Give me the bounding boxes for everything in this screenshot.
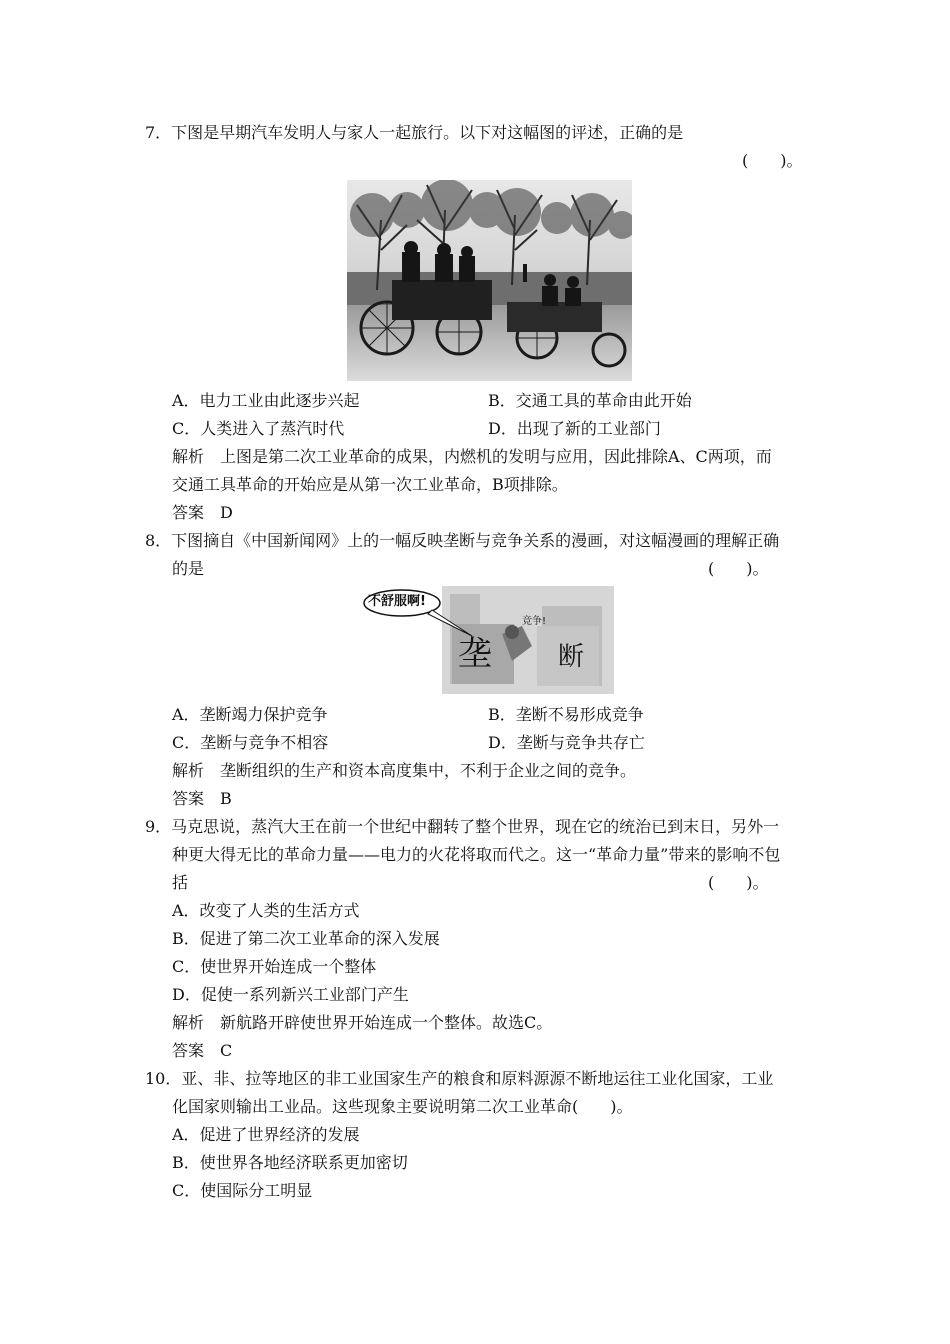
q9-stem-line-3: 括	[172, 873, 189, 892]
cartoon-small-label: 竞争!	[522, 616, 547, 627]
q10-stem-line-2: 化国家则输出工业品。这些现象主要说明第二次工业革命( )。	[172, 1097, 633, 1116]
q10-option-b: B．使世界各地经济联系更加密切	[172, 1153, 408, 1172]
q7-analysis-line-1: 解析 上图是第二次工业革命的成果，内燃机的发明与应用，因此排除A、C两项，而	[172, 447, 772, 466]
q8-stem-line-1: 8．下图摘自《中国新闻网》上的一幅反映垄断与竞争关系的漫画，对这幅漫画的理解正确	[145, 531, 780, 550]
q7-answer: 答案 D	[172, 503, 233, 522]
q9-option-b: B．促进了第二次工业革命的深入发展	[172, 929, 440, 948]
q7-photo-early-car	[347, 180, 632, 381]
q9-answer: 答案 C	[172, 1041, 233, 1060]
q10-option-c: C．使国际分工明显	[172, 1181, 313, 1200]
q7-analysis-line-2: 交通工具革命的开始应是从第一次工业革命，B项排除。	[172, 475, 568, 494]
q7-option-c: C．人类进入了蒸汽时代	[172, 419, 345, 438]
cartoon-speech-bubble-text: 不舒服啊!	[368, 594, 426, 609]
q7-option-b: B．交通工具的革命由此开始	[488, 391, 692, 410]
q7-option-d: D．出现了新的工业部门	[488, 419, 661, 438]
q8-cartoon	[362, 586, 614, 694]
q9-option-c: C．使世界开始连成一个整体	[172, 957, 377, 976]
q8-answer-paren: ( )。	[708, 559, 769, 578]
q7-stem: 7．下图是早期汽车发明人与家人一起旅行。以下对这幅图的评述，正确的是	[145, 123, 684, 142]
q8-option-a: A．垄断竭力保护竞争	[172, 705, 328, 724]
q8-analysis: 解析 垄断组织的生产和资本高度集中，不利于企业之间的竞争。	[172, 761, 637, 780]
q7-option-a: A．电力工业由此逐步兴起	[172, 391, 360, 410]
q8-answer: 答案 B	[172, 789, 232, 808]
cartoon-char-right: 断	[558, 642, 585, 672]
q10-stem-line-1: 10．亚、非、拉等地区的非工业国家生产的粮食和原料源源不断地运往工业化国家，工业	[145, 1069, 774, 1088]
q7-answer-paren: ( )。	[742, 151, 803, 170]
cartoon-char-left: 垄	[458, 634, 492, 674]
q8-option-b: B．垄断不易形成竞争	[488, 705, 644, 724]
q9-stem-line-2: 种更大得无比的革命力量——电力的火花将取而代之。这一“革命力量”带来的影响不包	[172, 845, 781, 864]
q10-option-a: A．促进了世界经济的发展	[172, 1125, 360, 1144]
q9-stem-line-1: 9．马克思说，蒸汽大王在前一个世纪中翻转了整个世界，现在它的统治已到末日，另外一	[145, 817, 780, 836]
q8-option-c: C．垄断与竞争不相容	[172, 733, 329, 752]
q9-analysis: 解析 新航路开辟使世界开始连成一个整体。故选C。	[172, 1013, 553, 1032]
q9-answer-paren: ( )。	[708, 873, 769, 892]
q9-option-d: D．促使一系列新兴工业部门产生	[172, 985, 409, 1004]
early-car-photo-graphic	[347, 180, 632, 381]
q8-option-d: D．垄断与竞争共存亡	[488, 733, 645, 752]
q8-stem-line-2: 的是	[172, 559, 205, 578]
q9-option-a: A．改变了人类的生活方式	[172, 901, 360, 920]
